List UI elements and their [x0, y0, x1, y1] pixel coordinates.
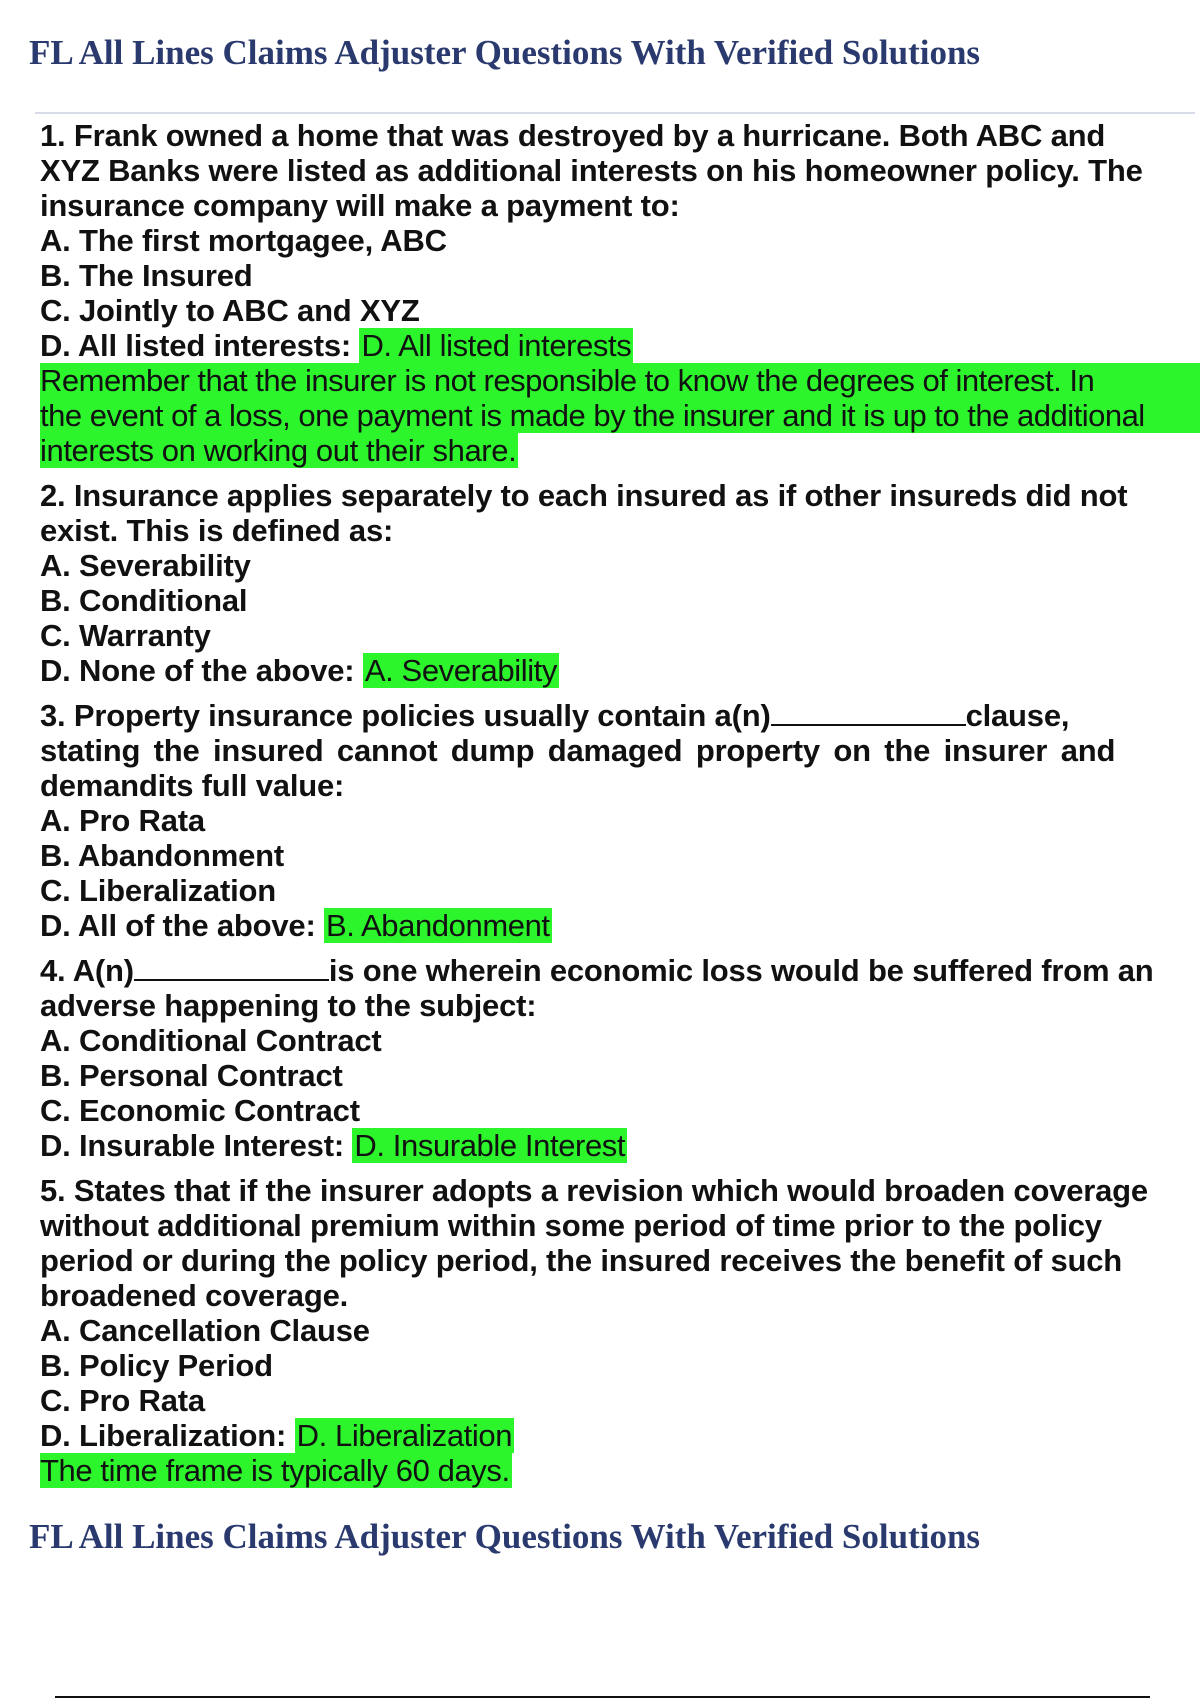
question-5-explanation-row	[40, 1453, 1200, 1488]
question-1-stem-line-2: XYZ Banks were listed as additional interests on his homeowner policy. The	[40, 153, 1143, 188]
question-4-fill-blank	[134, 953, 329, 981]
question-1-explanation-row-3	[40, 433, 1200, 468]
question-2-answer: A. Severability	[364, 653, 557, 688]
question-5-option-c: C. Pro Rata	[40, 1383, 205, 1418]
question-3-stem-line-2: stating the insured cannot dump damaged property on the insurer and	[40, 733, 1116, 768]
question-5-stem-line-2: without additional premium within some period of time prior to the policy	[40, 1208, 1102, 1243]
question-1-stem-line-3: insurance company will make a payment to:	[40, 188, 680, 223]
question-3-option-a: A. Pro Rata	[40, 803, 205, 838]
question-4-option-d-row	[40, 1128, 1200, 1163]
question-2-option-d-row	[40, 653, 1200, 688]
question-1	[40, 118, 1200, 468]
question-2-stem-line-2: exist. This is defined as:	[40, 513, 394, 548]
question-4-answer: D. Insurable Interest	[354, 1128, 626, 1163]
question-1-stem-line-1: 1. Frank owned a home that was destroyed by a hurricane. Both ABC and	[40, 118, 1106, 153]
question-1-option-d-row	[40, 328, 1200, 363]
question-1-option-b: B. The Insured	[40, 258, 253, 293]
question-5-stem-line-4: broadened coverage.	[40, 1278, 349, 1313]
question-5-stem-line-1: 5. States that if the insurer adopts a revision which would broaden coverage	[40, 1173, 1148, 1208]
question-3-answer: B. Abandonment	[326, 908, 550, 943]
question-5-stem-line-3: period or during the policy period, the insured receives the benefit of such	[40, 1243, 1123, 1278]
question-3-option-d: D. All of the above:	[40, 908, 316, 943]
footer-divider	[55, 1696, 1150, 1698]
question-1-answer: D. All listed interests	[361, 328, 632, 363]
question-3-stem-before-blank: 3. Property insurance policies usually contain a(n)	[40, 698, 771, 733]
question-5-option-d: D. Liberalization:	[40, 1418, 287, 1453]
question-list	[40, 118, 1200, 1498]
question-5-option-a: A. Cancellation Clause	[40, 1313, 370, 1348]
question-4-option-c: C. Economic Contract	[40, 1093, 360, 1128]
question-2-option-b: B. Conditional	[40, 583, 248, 618]
question-3-stem-after-blank: clause,	[965, 698, 1070, 733]
question-4	[40, 953, 1200, 1163]
question-1-explanation-line-1: Remember that the insurer is not responsible to know the degrees of interest. In	[40, 363, 1200, 398]
question-2-option-d: D. None of the above:	[40, 653, 355, 688]
question-4-stem-line-2: adverse happening to the subject:	[40, 988, 537, 1023]
question-1-explanation-line-2: the event of a loss, one payment is made by the insurer and it is up to the additional	[40, 398, 1200, 433]
question-3-stem-line-1	[40, 698, 1200, 733]
question-3-option-c: C. Liberalization	[40, 873, 277, 908]
question-5-option-d-row	[40, 1418, 1200, 1453]
question-5-option-b: B. Policy Period	[40, 1348, 273, 1383]
document-title: FL All Lines Claims Adjuster Questions With Verified Solutions	[29, 33, 981, 72]
question-3-fill-blank	[771, 698, 966, 726]
question-2-option-c: C. Warranty	[40, 618, 211, 653]
question-4-stem-after-blank: is one wherein economic loss would be suffered from an	[328, 953, 1154, 988]
question-5	[40, 1173, 1200, 1488]
question-4-stem-line-1	[40, 953, 1200, 988]
question-4-option-b: B. Personal Contract	[40, 1058, 343, 1093]
footer-title: FL All Lines Claims Adjuster Questions With Verified Solutions	[29, 1517, 981, 1556]
question-1-option-d: D. All listed interests:	[40, 328, 352, 363]
question-3-stem-line-3: demandits full value:	[40, 768, 345, 803]
question-2-stem-line-1: 2. Insurance applies separately to each insured as if other insureds did not	[40, 478, 1128, 513]
question-3	[40, 698, 1200, 943]
question-1-option-a: A. The first mortgagee, ABC	[40, 223, 447, 258]
question-2-option-a: A. Severability	[40, 548, 251, 583]
question-4-option-d: D. Insurable Interest:	[40, 1128, 344, 1163]
question-3-option-b: B. Abandonment	[40, 838, 285, 873]
question-5-explanation-line-1: The time frame is typically 60 days.	[40, 1453, 510, 1488]
question-5-answer: D. Liberalization	[296, 1418, 513, 1453]
question-2	[40, 478, 1200, 688]
question-3-option-d-row	[40, 908, 1200, 943]
question-4-stem-before-blank: 4. A(n)	[40, 953, 134, 988]
question-1-explanation-line-3: interests on working out their share.	[40, 433, 517, 468]
question-4-option-a: A. Conditional Contract	[40, 1023, 382, 1058]
question-1-option-c: C. Jointly to ABC and XYZ	[40, 293, 420, 328]
header-divider	[35, 112, 1195, 114]
